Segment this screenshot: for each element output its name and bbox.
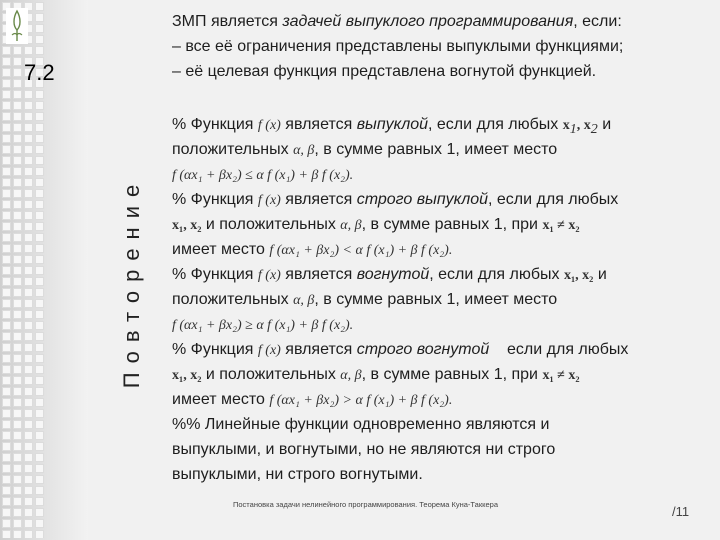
decorative-square — [13, 398, 22, 407]
def-convex-line-2 — [172, 138, 628, 163]
alpha-beta: α, β — [340, 368, 362, 383]
text: если для любых — [489, 341, 629, 358]
decorative-square — [13, 123, 22, 132]
decorative-square — [35, 222, 44, 231]
decorative-square — [35, 354, 44, 363]
bullet: % — [172, 116, 187, 133]
decorative-square — [24, 343, 33, 352]
decorative-square — [2, 244, 11, 253]
def-convex-line-1 — [172, 113, 628, 138]
decorative-square — [24, 387, 33, 396]
decorative-square — [2, 156, 11, 165]
decorative-square — [2, 442, 11, 451]
vertical-title: Повторение — [119, 175, 144, 389]
intro-block — [172, 10, 623, 85]
text: Функция — [186, 191, 258, 208]
decorative-square — [35, 310, 44, 319]
decorative-square — [35, 255, 44, 264]
decorative-square — [24, 497, 33, 506]
formula: f (αx₁ + βx₂) ≤ α f (x₁) + β f (x₂). — [172, 168, 354, 183]
vars: x — [562, 118, 570, 133]
decorative-square — [2, 387, 11, 396]
decorative-square — [35, 134, 44, 143]
text: , в сумме равных 1, имеет место — [314, 141, 558, 158]
decorative-square — [2, 398, 11, 407]
bullet: % — [172, 266, 187, 283]
decorative-square — [13, 321, 22, 330]
text: , если для любых — [429, 266, 564, 283]
decorative-square — [13, 156, 22, 165]
decorative-square — [2, 508, 11, 517]
decorative-square — [2, 255, 11, 264]
alpha-beta: α, β — [293, 143, 315, 158]
text: и — [593, 266, 607, 283]
decorative-square — [35, 244, 44, 253]
decorative-square — [24, 398, 33, 407]
term-strict-convex: строго выпуклой — [356, 191, 489, 208]
decorative-square — [35, 288, 44, 297]
note-line-1 — [172, 413, 628, 438]
text: и положительных — [201, 216, 341, 233]
intro-line-1 — [172, 10, 623, 35]
decorative-square — [24, 354, 33, 363]
decorative-square — [24, 90, 33, 99]
decorative-square — [35, 167, 44, 176]
decorative-square — [2, 519, 11, 528]
decorative-square — [13, 255, 22, 264]
decorative-square — [24, 288, 33, 297]
decorative-square — [24, 222, 33, 231]
decorative-square — [24, 365, 33, 374]
decorative-square — [13, 387, 22, 396]
decorative-square — [13, 46, 22, 55]
decorative-square — [13, 464, 22, 473]
decorative-square — [24, 475, 33, 484]
decorative-square — [35, 420, 44, 429]
decorative-square — [13, 288, 22, 297]
def-strict-concave-line-2 — [172, 363, 628, 388]
decorative-square — [13, 442, 22, 451]
decorative-square — [24, 299, 33, 308]
decorative-square — [24, 277, 33, 286]
decorative-square — [13, 332, 22, 341]
decorative-square — [35, 442, 44, 451]
decorative-square — [24, 266, 33, 275]
decorative-square — [13, 420, 22, 429]
decorative-square — [13, 497, 22, 506]
decorative-square — [2, 79, 11, 88]
decorative-square — [35, 2, 44, 11]
definitions-block — [172, 113, 628, 488]
decorative-square — [35, 211, 44, 220]
decorative-square — [2, 332, 11, 341]
function-symbol: f (x) — [257, 268, 281, 283]
formula: f (αx₁ + βx₂) > α f (x₁) + β f (x₂). — [269, 393, 453, 408]
page-number: /11 — [672, 504, 690, 519]
condition: x₁ ≠ x₂ — [542, 218, 580, 233]
decorative-square — [24, 332, 33, 341]
vars: x₁, x₂ — [172, 368, 202, 383]
decorative-square — [13, 299, 22, 308]
decorative-square — [35, 156, 44, 165]
vars-sub: 2 — [590, 122, 598, 138]
decorative-square — [35, 387, 44, 396]
text: имеет место — [172, 391, 270, 408]
decorative-square — [24, 233, 33, 242]
decorative-square — [24, 156, 33, 165]
decorative-square — [35, 189, 44, 198]
decorative-square — [2, 288, 11, 297]
term-concave: вогнутой — [356, 266, 430, 283]
footer-caption: Постановка задачи нелинейного программирования. Теорема Куна-Таккера — [233, 500, 498, 509]
decorative-square — [13, 453, 22, 462]
text: Функция — [186, 266, 258, 283]
decorative-square — [2, 211, 11, 220]
decorative-square — [2, 310, 11, 319]
decorative-square — [13, 244, 22, 253]
decorative-square — [2, 46, 11, 55]
decorative-square — [2, 233, 11, 242]
sidebar — [0, 0, 88, 540]
decorative-square — [24, 321, 33, 330]
decorative-square — [2, 222, 11, 231]
bullet: %% — [172, 416, 201, 433]
decorative-square — [35, 233, 44, 242]
text: Функция — [186, 116, 258, 133]
decorative-square — [24, 453, 33, 462]
decorative-square — [2, 101, 11, 110]
decorative-square — [35, 464, 44, 473]
decorative-square — [24, 134, 33, 143]
def-convex-formula — [172, 163, 628, 188]
decorative-square — [2, 365, 11, 374]
decorative-square — [35, 145, 44, 154]
decorative-square — [24, 112, 33, 121]
decorative-square — [2, 376, 11, 385]
decorative-square — [24, 101, 33, 110]
decorative-square — [2, 134, 11, 143]
decorative-square — [13, 134, 22, 143]
decorative-square — [24, 255, 33, 264]
decorative-square — [13, 530, 22, 538]
text: является — [280, 116, 357, 133]
text: и положительных — [201, 366, 341, 383]
decorative-square — [13, 167, 22, 176]
note-line-2: выпуклыми, и вогнутыми, но не являются ни строго — [172, 441, 556, 458]
def-strict-concave-line-3 — [172, 388, 628, 413]
intro-text-end: , если: — [573, 13, 622, 30]
bullet: % — [172, 191, 187, 208]
decorative-square — [24, 420, 33, 429]
decorative-square — [2, 189, 11, 198]
decorative-square — [35, 13, 44, 22]
decorative-square — [35, 101, 44, 110]
decorative-square — [2, 200, 11, 209]
decorative-square — [35, 365, 44, 374]
decorative-square — [2, 145, 11, 154]
decorative-square — [24, 376, 33, 385]
def-concave-formula — [172, 313, 628, 338]
decorative-square — [13, 233, 22, 242]
decorative-square — [13, 101, 22, 110]
term-strict-concave: строго вогнутой — [356, 341, 490, 358]
alpha-beta: α, β — [340, 218, 362, 233]
vars: , x — [576, 118, 591, 133]
bullet: % — [172, 341, 187, 358]
decorative-square — [13, 189, 22, 198]
decorative-square — [24, 123, 33, 132]
decorative-square — [35, 486, 44, 495]
intro-text: ЗМП является — [172, 13, 283, 30]
decorative-square — [35, 299, 44, 308]
intro-line-3: – её целевая функция представлена вогнутой функцией. — [172, 63, 597, 80]
decorative-square — [35, 453, 44, 462]
decorative-square — [2, 343, 11, 352]
text: является — [280, 266, 357, 283]
decorative-square — [13, 310, 22, 319]
decorative-square — [35, 475, 44, 484]
formula: f (αx₁ + βx₂) < α f (x₁) + β f (x₂). — [269, 243, 453, 258]
decorative-square — [13, 431, 22, 440]
decorative-square — [2, 530, 11, 538]
decorative-square — [24, 244, 33, 253]
alpha-beta: α, β — [293, 293, 315, 308]
decorative-square — [13, 90, 22, 99]
condition: x₁ ≠ x₂ — [542, 368, 580, 383]
decorative-square — [13, 266, 22, 275]
decorative-square — [24, 189, 33, 198]
decorative-square — [2, 420, 11, 429]
decorative-square — [35, 508, 44, 517]
decorative-square — [35, 46, 44, 55]
decorative-square — [35, 90, 44, 99]
decorative-square — [35, 409, 44, 418]
decorative-square — [2, 90, 11, 99]
decorative-square — [2, 178, 11, 187]
decorative-square — [2, 486, 11, 495]
decorative-square — [13, 145, 22, 154]
text: , если для любых — [428, 116, 563, 133]
decorative-square — [24, 442, 33, 451]
decorative-square — [13, 409, 22, 418]
decorative-square — [24, 530, 33, 538]
decorative-square — [13, 178, 22, 187]
function-symbol: f (x) — [257, 343, 281, 358]
text: имеет место — [172, 241, 270, 258]
decorative-square — [13, 211, 22, 220]
def-strict-convex-line-1 — [172, 188, 628, 213]
def-strict-convex-line-3 — [172, 238, 628, 263]
vars: x₁, x₂ — [172, 218, 202, 233]
def-strict-convex-line-2 — [172, 213, 628, 238]
text: , в сумме равных 1, при — [361, 366, 543, 383]
intro-term: задачей выпуклого программирования — [282, 13, 574, 30]
vars: x₁, x₂ — [563, 268, 594, 283]
decorative-square — [13, 354, 22, 363]
decorative-square — [24, 167, 33, 176]
text: , в сумме равных 1, при — [361, 216, 543, 233]
decorative-square — [2, 497, 11, 506]
text: , в сумме равных 1, имеет место — [314, 291, 558, 308]
logo-icon — [6, 8, 28, 44]
decorative-square — [13, 277, 22, 286]
decorative-square — [35, 321, 44, 330]
decorative-square — [24, 200, 33, 209]
decorative-square — [35, 519, 44, 528]
decorative-square — [24, 508, 33, 517]
def-concave-line-1 — [172, 263, 628, 288]
decorative-square — [13, 68, 22, 77]
formula: f (αx₁ + βx₂) ≥ α f (x₁) + β f (x₂). — [172, 318, 354, 333]
function-symbol: f (x) — [257, 118, 281, 133]
decorative-square — [2, 299, 11, 308]
decorative-square — [35, 266, 44, 275]
decorative-square — [2, 123, 11, 132]
decorative-square — [13, 508, 22, 517]
decorative-square — [24, 431, 33, 440]
decorative-square — [35, 35, 44, 44]
decorative-square — [35, 431, 44, 440]
text: , если для любых — [488, 191, 619, 208]
decorative-square — [24, 46, 33, 55]
decorative-square — [13, 200, 22, 209]
decorative-square — [2, 431, 11, 440]
decorative-square — [35, 530, 44, 538]
decorative-square — [24, 519, 33, 528]
decorative-square — [35, 277, 44, 286]
decorative-square — [35, 398, 44, 407]
decorative-square — [35, 178, 44, 187]
text: положительных — [172, 291, 294, 308]
decorative-square — [2, 167, 11, 176]
decorative-square — [24, 464, 33, 473]
decorative-square — [13, 519, 22, 528]
decorative-square — [13, 486, 22, 495]
term-convex: выпуклой — [356, 116, 429, 133]
text: и — [597, 116, 612, 133]
decorative-square — [24, 310, 33, 319]
text: положительных — [172, 141, 294, 158]
decorative-square — [35, 376, 44, 385]
decorative-square — [35, 123, 44, 132]
decorative-square — [2, 112, 11, 121]
decorative-square — [24, 178, 33, 187]
def-strict-concave-line-1 — [172, 338, 628, 363]
decorative-square — [2, 475, 11, 484]
decorative-square — [13, 222, 22, 231]
decorative-square — [13, 79, 22, 88]
intro-line-2: – все её ограничения представлены выпуклыми функциями; — [172, 38, 624, 55]
decorative-square — [24, 409, 33, 418]
decorative-square — [13, 376, 22, 385]
decorative-square — [35, 343, 44, 352]
decorative-square — [13, 112, 22, 121]
decorative-square — [2, 277, 11, 286]
decorative-square — [2, 453, 11, 462]
decorative-square — [13, 475, 22, 484]
text: является — [280, 341, 357, 358]
text: Функция — [186, 341, 258, 358]
decorative-square — [13, 343, 22, 352]
decorative-square — [2, 266, 11, 275]
def-concave-line-2 — [172, 288, 628, 313]
decorative-square — [2, 57, 11, 66]
decorative-square — [2, 68, 11, 77]
note-line-3: выпуклыми, ни строго вогнутыми. — [172, 466, 423, 483]
decorative-square — [2, 354, 11, 363]
decorative-square — [35, 332, 44, 341]
slide-number: 7.2 — [24, 60, 55, 85]
decorative-square — [35, 112, 44, 121]
decorative-square — [24, 486, 33, 495]
decorative-square — [13, 365, 22, 374]
decorative-square — [2, 464, 11, 473]
decorative-square — [2, 321, 11, 330]
text: является — [280, 191, 357, 208]
decorative-square — [24, 145, 33, 154]
decorative-square — [24, 211, 33, 220]
text: Линейные функции одновременно являются и — [200, 416, 550, 433]
decorative-square — [35, 497, 44, 506]
decorative-square — [35, 200, 44, 209]
decorative-square — [13, 57, 22, 66]
decorative-square — [35, 24, 44, 33]
decorative-square — [2, 409, 11, 418]
function-symbol: f (x) — [257, 193, 281, 208]
vars-sub: 1 — [569, 122, 577, 138]
